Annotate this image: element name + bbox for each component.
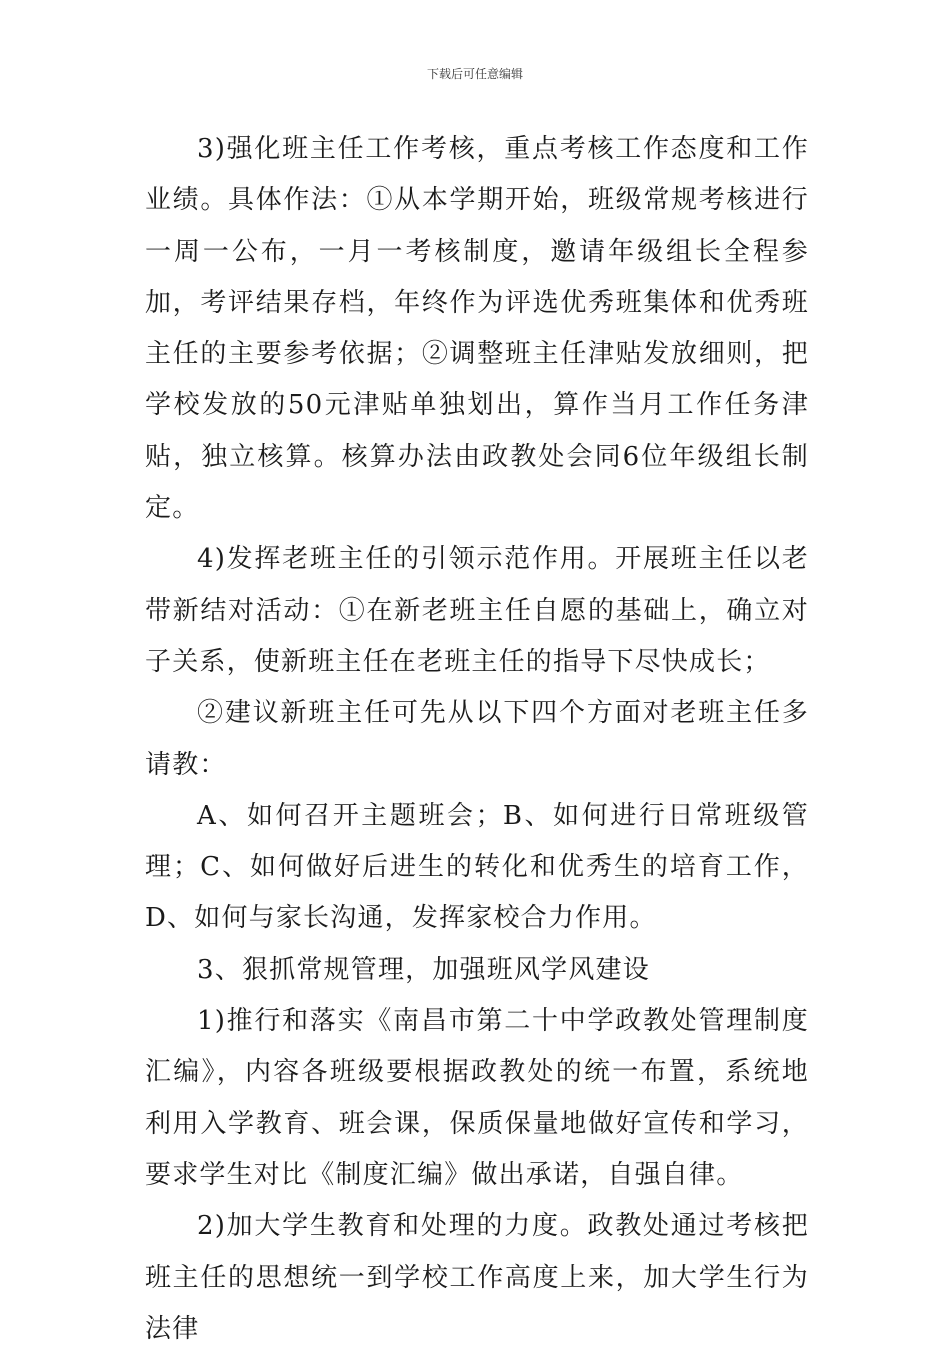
- paragraph-regulations-implementation: 1)推行和落实《南昌市第二十中学政教处管理制度汇编》，内容各班级要根据政教处的统一布置，系统地利用入学教育、班会课，保质保量地做好宣传和学习，要求学生对比《制度汇编》做出承诺，自强自律。: [145, 1006, 809, 1190]
- document-body: [145, 124, 809, 1355]
- paragraph-consult-topics: A、如何召开主题班会；B、如何进行日常班级管理；C、如何做好后进生的转化和优秀生的培育工作，D、如何与家长沟通，发挥家校合力作用。: [145, 800, 809, 934]
- paragraph-consult-suggestion: ②建议新班主任可先从以下四个方面对老班主任多请教：: [145, 698, 809, 780]
- section-heading-routine-management: 3、狠抓常规管理，加强班风学风建设: [197, 954, 650, 985]
- paragraph-mentoring-activity: 4)发挥老班主任的引领示范作用。开展班主任以老带新结对活动：①在新老班主任自愿的基础上，确立对子关系，使新班主任在老班主任的指导下尽快成长；: [145, 544, 809, 677]
- paragraph-student-education: 2)加大学生教育和处理的力度。政教处通过考核把班主任的思想统一到学校工作高度上来，加大学生行为法律: [145, 1211, 809, 1344]
- page-header: 下载后可任意编辑: [426, 67, 523, 81]
- paragraph-class-teacher-assessment: 3)强化班主任工作考核，重点考核工作态度和工作业绩。具体作法：①从本学期开始，班级常规考核进行一周一公布，一月一考核制度，邀请年级组长全程参加，考评结果存档，年终作为评选优秀班集体和优秀班主任的主要参考依据；②调整班主任津贴发放细则，把学校发放的50元津贴单独划出，算作当月工作任务津贴，独立核算。核算办法由政教处会同6位年级组长制定。: [145, 134, 809, 524]
